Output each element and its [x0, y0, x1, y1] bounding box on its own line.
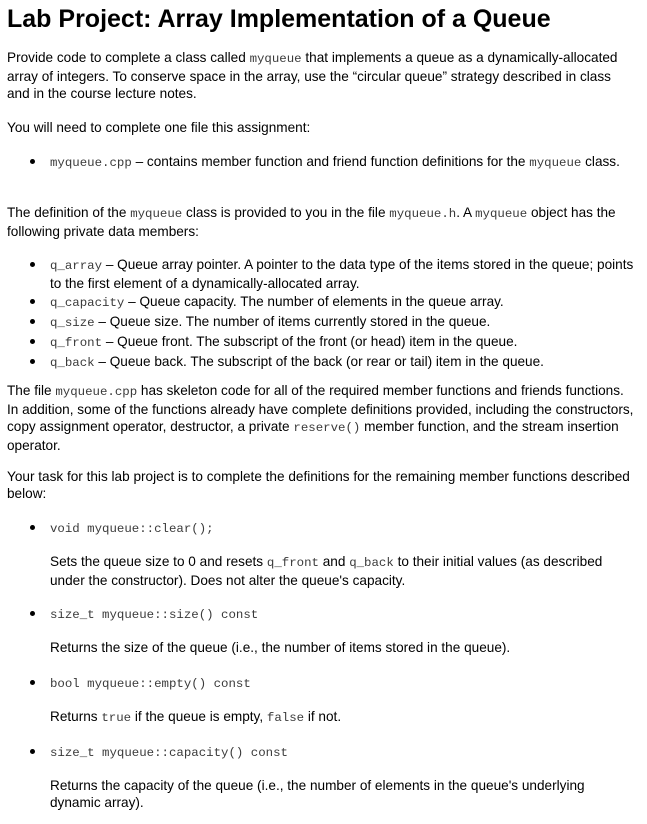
function-signature-item — [7, 519, 639, 538]
file-text-2: class. — [581, 154, 620, 169]
member-text: – Queue capacity. The number of elements in the queue array. — [124, 294, 504, 309]
skeleton-text-2: has skeleton code for all of the required member functions and friends functions. In addition, some of the functions already have complete definitions provided, including the constructors, copy assignment operator, destructor, a private — [7, 383, 634, 434]
member-code: q_capacity — [50, 296, 125, 310]
function-signature: size_t myqueue::capacity() const — [50, 746, 288, 760]
def-code-1: myqueue — [130, 207, 183, 221]
member-text: – Queue array pointer. A pointer to the data type of the items stored in the queue; points to the first element of a dynamically-allocated array. — [50, 257, 634, 291]
function-signature: void myqueue::clear(); — [50, 522, 214, 536]
function-signature-item — [7, 674, 639, 693]
desc-code-2: q_back — [349, 556, 394, 570]
function-description: Returns the size of the queue (i.e., the number of items stored in the queue). — [50, 640, 511, 655]
def-code-3: myqueue — [475, 207, 528, 221]
def-text-4: object has the following private data members: — [7, 205, 616, 239]
skeleton-code-2: reserve() — [293, 421, 361, 435]
member-code: q_size — [50, 316, 95, 330]
file-text-1: – contains member function and friend function definitions for the — [131, 154, 530, 169]
file-list-item — [7, 153, 639, 172]
function-description — [50, 553, 635, 589]
page-title: Lab Project: Array Implementation of a Queue — [7, 5, 551, 33]
member-item — [7, 333, 639, 352]
member-text: – Queue back. The subscript of the back (or rear or tail) item in the queue. — [94, 354, 544, 369]
member-code: q_front — [50, 336, 103, 350]
desc-text-1: Sets the queue size to 0 and resets — [50, 554, 267, 569]
member-text: – Queue front. The subscript of the front (or head) item in the queue. — [102, 334, 518, 349]
file-code: myqueue.cpp — [50, 156, 132, 170]
skeleton-code-1: myqueue.cpp — [55, 385, 138, 399]
def-code-2: myqueue.h — [389, 207, 457, 221]
member-code: q_array — [50, 259, 103, 273]
desc-code-1: q_front — [266, 556, 319, 570]
function-signature-item — [7, 743, 639, 762]
function-capacity — [7, 743, 639, 762]
member-item — [7, 313, 639, 332]
task-paragraph: Your task for this lab project is to complete the definitions for the remaining member functions described below: — [7, 469, 630, 501]
skeleton-paragraph — [7, 382, 635, 454]
desc-text-3: to their initial values (as described under the constructor). Does not alter the queue's capacity. — [50, 554, 603, 588]
files-intro-paragraph: You will need to complete one file this assignment: — [7, 120, 311, 135]
member-item — [7, 353, 639, 372]
members-list — [7, 256, 639, 372]
file-list — [7, 153, 639, 172]
desc-text-2: and — [318, 554, 350, 569]
member-code: q_back — [50, 356, 95, 370]
intro-code-myqueue: myqueue — [249, 52, 302, 66]
function-signature-item — [7, 605, 639, 624]
def-text-2: class is provided to you in the file — [182, 205, 390, 220]
intro-paragraph — [7, 49, 635, 102]
desc-text-2: if the queue is empty, — [131, 709, 267, 724]
member-text: – Queue size. The number of items currently stored in the queue. — [94, 314, 491, 329]
def-text-1: The definition of the — [7, 205, 131, 220]
function-signature: bool myqueue::empty() const — [50, 677, 251, 691]
function-signature: size_t myqueue::size() const — [50, 608, 259, 622]
function-clear — [7, 519, 639, 538]
member-item — [7, 256, 639, 292]
desc-text-1: Returns — [50, 709, 102, 724]
function-description: Returns the capacity of the queue (i.e., the number of elements in the queue's underlying dynamic array). — [50, 778, 585, 810]
file-code-2: myqueue — [529, 156, 582, 170]
function-size — [7, 605, 639, 624]
desc-code-true: true — [101, 711, 132, 725]
function-description — [50, 708, 635, 727]
intro-text-1: Provide code to complete a class called — [7, 50, 250, 65]
desc-code-false: false — [266, 711, 305, 725]
skeleton-text-1: The file — [7, 383, 56, 398]
definition-paragraph — [7, 204, 635, 240]
def-text-3: . A — [456, 205, 476, 220]
skeleton-text-3: member function, and the stream insertion operator. — [7, 419, 619, 453]
function-empty — [7, 674, 639, 693]
desc-text-3: if not. — [304, 709, 342, 724]
intro-text-2: that implements a queue as a dynamically-allocated array of integers. To conserve space in the array, use the “circular queue” strategy described in class and in the course lecture notes. — [7, 50, 618, 101]
member-item — [7, 293, 639, 312]
